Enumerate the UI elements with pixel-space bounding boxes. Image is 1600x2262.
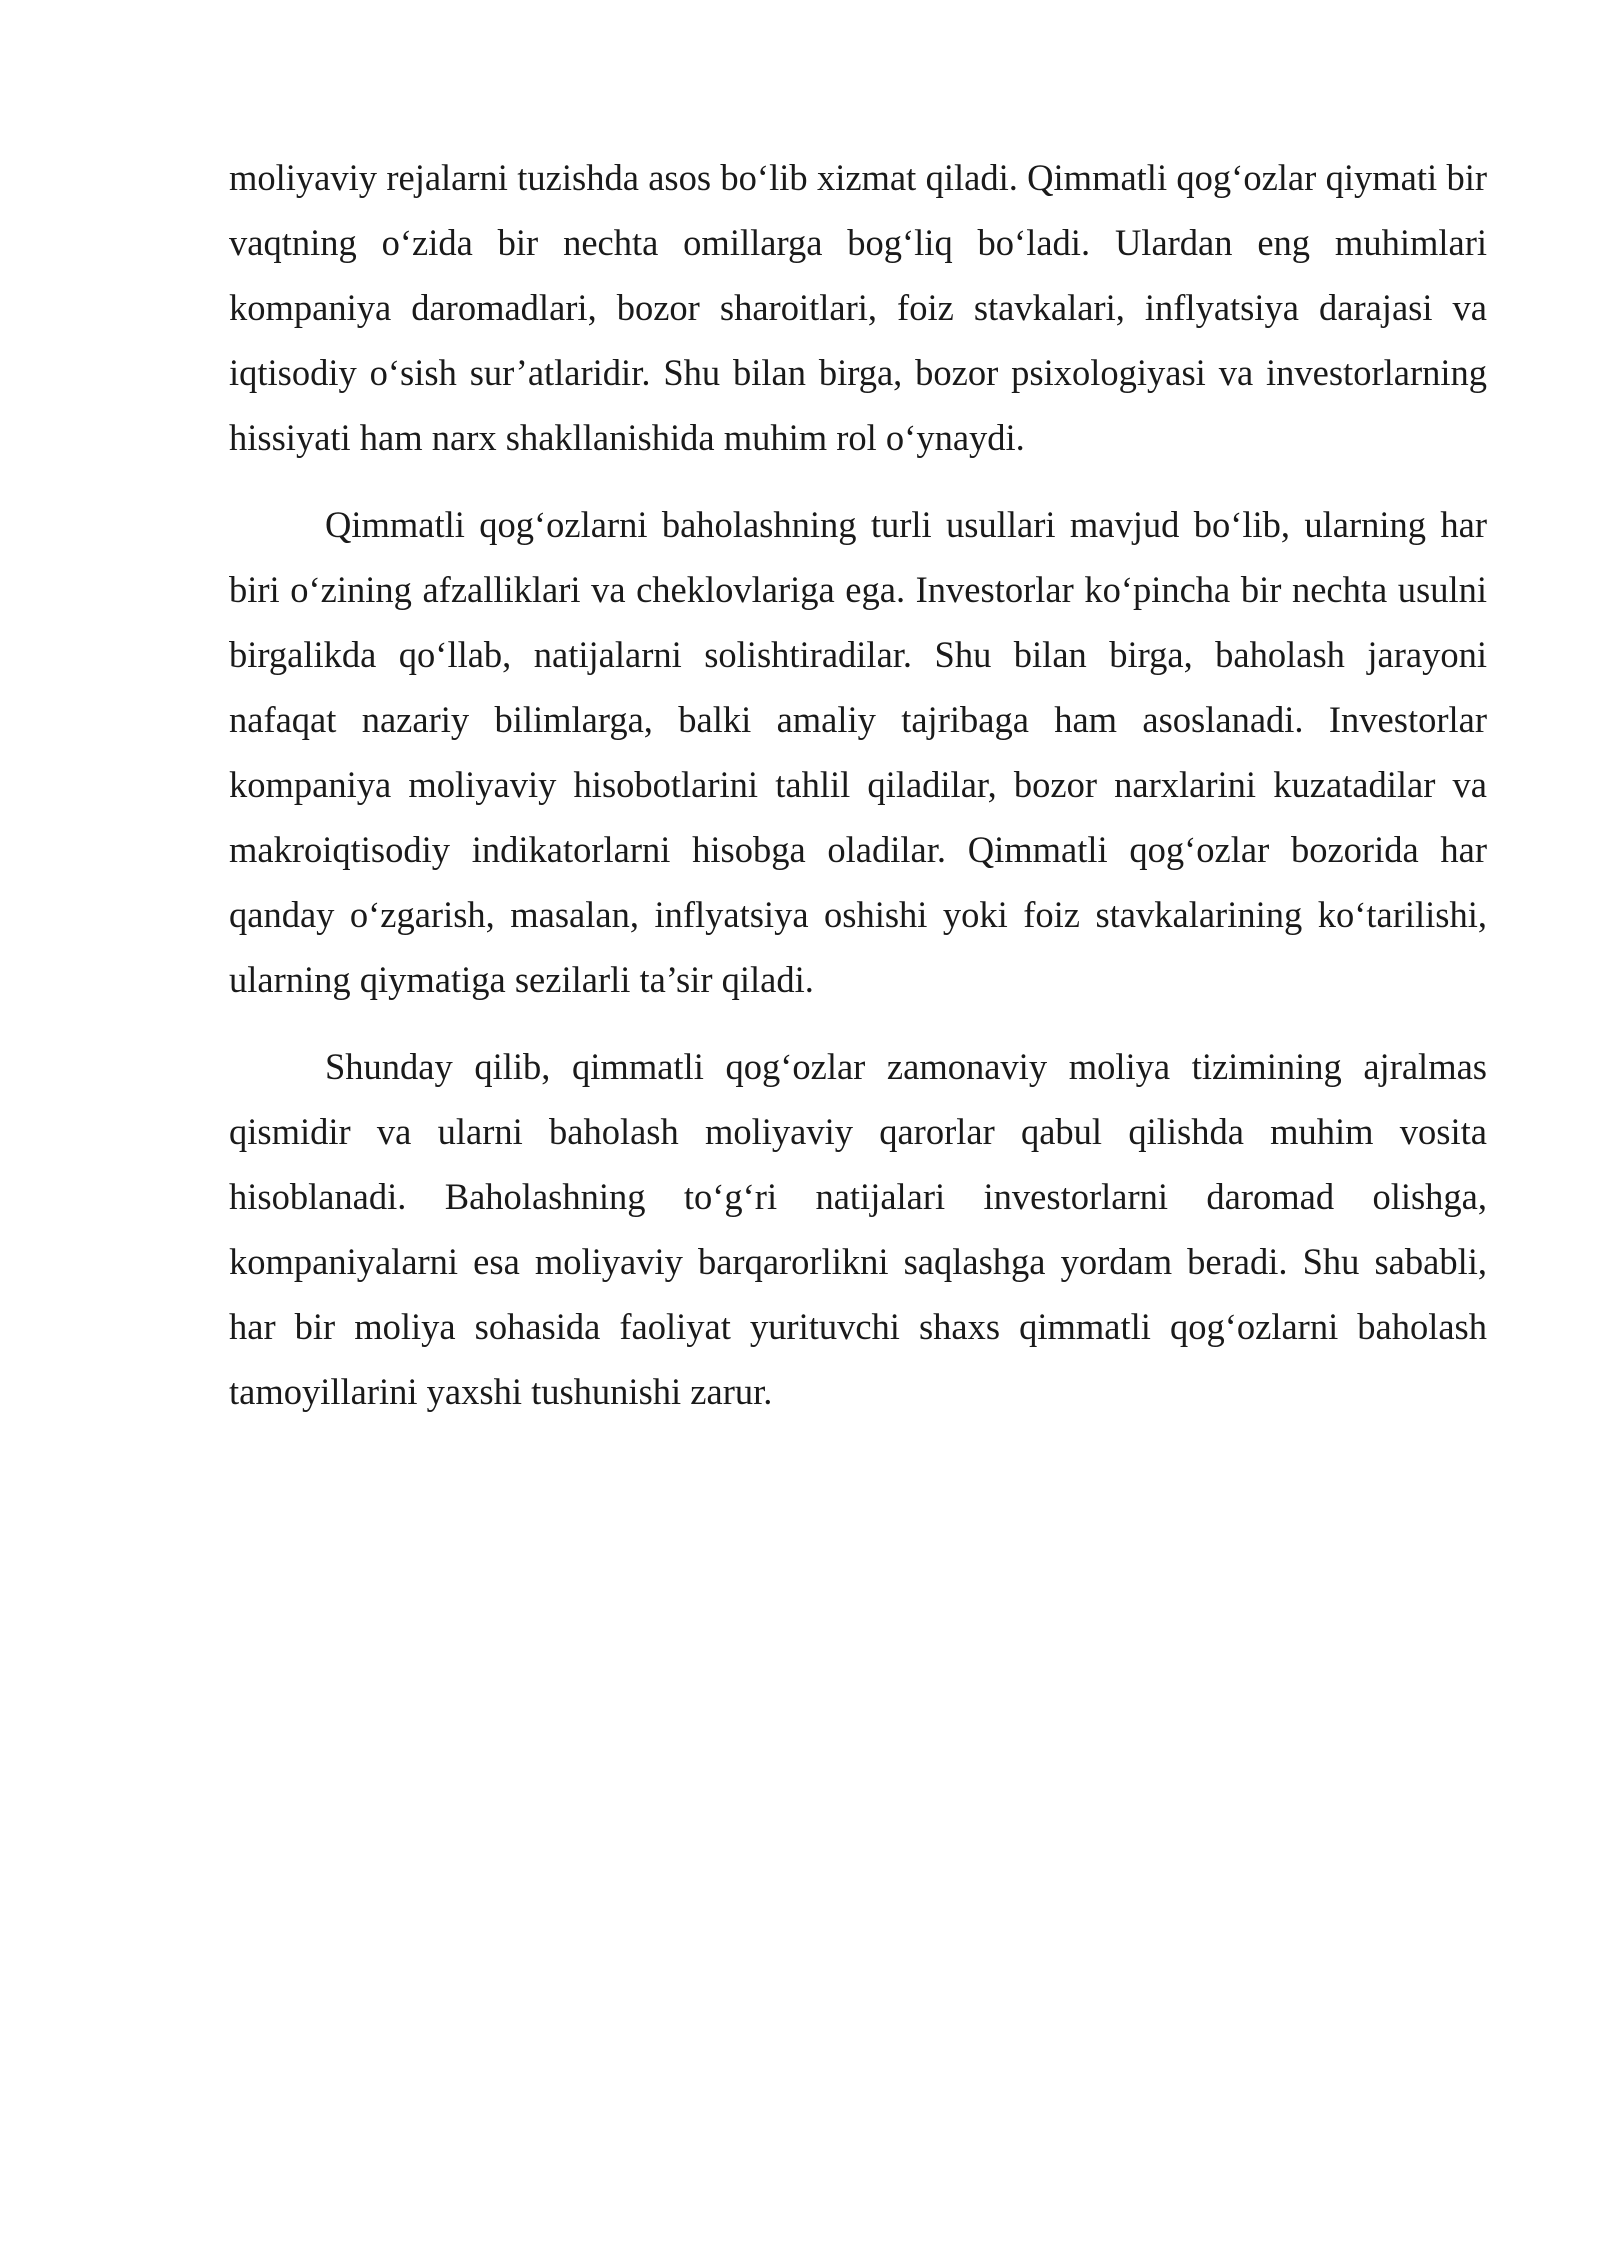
paragraph: Qimmatli qog‘ozlarni baholashning turli usullari mavjud bo‘lib, ularning har biri o‘zining afzalliklari va cheklovlariga ega. Investorlar ko‘pincha bir nechta usulni birgalikda qo‘llab, natijalarni solishtiradilar. Shu bilan birga, baholash jarayoni nafaqat nazariy bilimlarga, balki amaliy tajribaga ham asoslanadi. Investorlar kompaniya moliyaviy hisobotlarini tahlil qiladilar, bozor narxlarini kuzatadilar va makroiqtisodiy indikatorlarni hisobga oladilar. Qimmatli qog‘ozlar bozorida har qanday o‘zgarish, masalan, inflyatsiya oshishi yoki foiz stavkalarining ko‘tarilishi, ularning qiymatiga sezilarli ta’sir qiladi.	[229, 504, 1487, 1000]
document-body	[229, 145, 1487, 1424]
paragraph: Shunday qilib, qimmatli qog‘ozlar zamonaviy moliya tizimining ajralmas qismidir va ularni baholash moliyaviy qarorlar qabul qilishda muhim vosita hisoblanadi. Baholashning to‘g‘ri natijalari investorlarni daromad olishga, kompaniyalarni esa moliyaviy barqarorlikni saqlashga yordam beradi. Shu sababli, har bir moliya sohasida faoliyat yurituvchi shaxs qimmatli qog‘ozlarni baholash tamoyillarini yaxshi tushunishi zarur.	[229, 1046, 1487, 1412]
paragraph-continuation: moliyaviy rejalarni tuzishda asos bo‘lib xizmat qiladi. Qimmatli qog‘ozlar qiymati bir vaqtning o‘zida bir nechta omillarga bog‘liq bo‘ladi. Ulardan eng muhimlari kompaniya daromadlari, bozor sharoitlari, foiz stavkalari, inflyatsiya darajasi va iqtisodiy o‘sish sur’atlaridir. Shu bilan birga, bozor psixologiyasi va investorlarning hissiyati ham narx shakllanishida muhim rol o‘ynaydi.	[229, 157, 1487, 458]
